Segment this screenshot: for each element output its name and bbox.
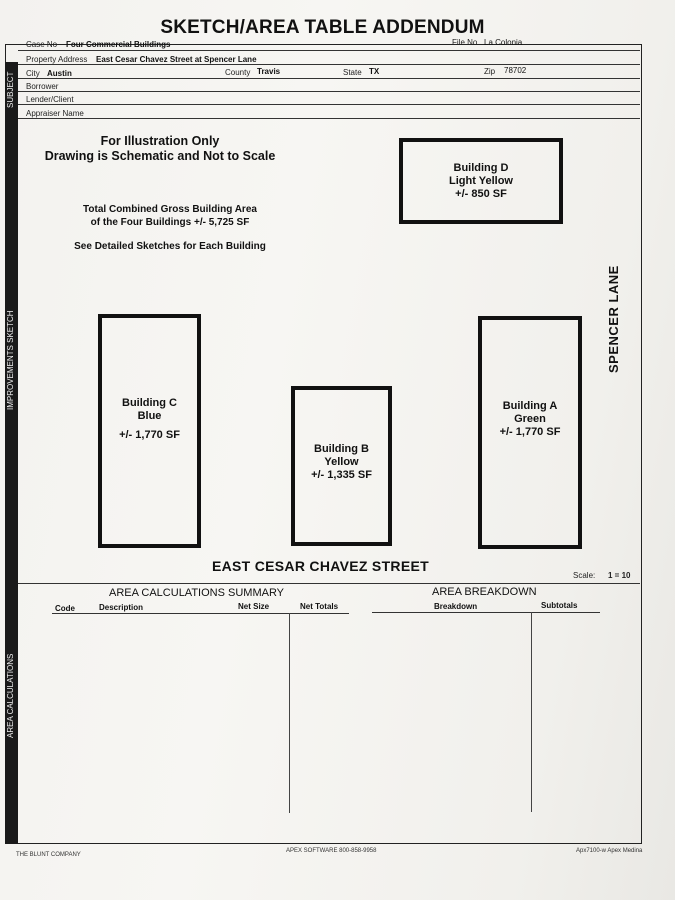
illustration-note: For Illustration Only Drawing is Schematic and Not to Scale <box>44 134 276 163</box>
col-net-totals: Net Totals <box>300 602 339 611</box>
zip-value: 78702 <box>504 66 527 75</box>
scale-label: Scale: <box>573 571 596 580</box>
street-label-south: EAST CESAR CHAVEZ STREET <box>212 558 429 574</box>
col-code: Code <box>55 604 75 613</box>
state-value: TX <box>369 67 380 76</box>
borrower-label: Borrower <box>26 82 59 91</box>
sidebar-area-calc <box>5 583 18 844</box>
appraiser-label: Appraiser Name <box>26 109 84 118</box>
building-c: Building C Blue +/- 1,770 SF <box>98 314 201 548</box>
street-label-east: SPENCER LANE <box>606 265 621 373</box>
sidebar-sketch <box>5 120 18 583</box>
sidebar-subject <box>5 62 18 120</box>
col-description: Description <box>99 603 144 612</box>
building-a: Building A Green +/- 1,770 SF <box>478 316 582 549</box>
city-value: Austin <box>47 69 72 78</box>
zip-label: Zip <box>484 67 496 76</box>
scale-value: 1 = 10 <box>608 571 631 580</box>
sidebar-area-calc-label: AREA CALCULATIONS <box>6 653 15 738</box>
county-label: County <box>225 68 251 77</box>
building-b: Building B Yellow +/- 1,335 SF <box>291 386 392 546</box>
col-net-size: Net Size <box>238 602 270 611</box>
sidebar-subject-label: SUBJECT <box>6 71 15 108</box>
total-area-note: Total Combined Gross Building Area of the Four Buildings +/- 5,725 SF <box>83 204 257 228</box>
case-no-value: Four Commercial Buildings <box>66 40 171 49</box>
col-breakdown: Breakdown <box>434 602 478 611</box>
footer-software: APEX SOFTWARE 800-858-9958 <box>286 848 377 854</box>
footer-form-id: Apx7100-w Apex Medina <box>576 848 643 854</box>
sidebar-sketch-label: IMPROVEMENTS SKETCH <box>6 310 15 410</box>
lender-label: Lender/Client <box>26 95 74 104</box>
col-subtotals: Subtotals <box>541 601 578 610</box>
state-label: State <box>343 68 362 77</box>
file-no-label: File No <box>452 38 478 47</box>
property-address-value: East Cesar Chavez Street at Spencer Lane <box>96 55 257 64</box>
form-title: SKETCH/AREA TABLE ADDENDUM <box>160 17 485 38</box>
case-no-label: Case No <box>26 40 58 49</box>
file-no-value: La Colonia <box>484 38 523 47</box>
area-breakdown-title: AREA BREAKDOWN <box>432 586 537 598</box>
county-value: Travis <box>257 67 281 76</box>
city-label: City <box>26 69 40 78</box>
building-d: Building D Light Yellow +/- 850 SF <box>399 138 563 224</box>
area-summary-title: AREA CALCULATIONS SUMMARY <box>109 587 285 599</box>
property-address-label: Property Address <box>26 55 88 64</box>
footer-company: THE BLUNT COMPANY <box>16 852 81 858</box>
detailed-sketches-note: See Detailed Sketches for Each Building <box>74 241 266 252</box>
